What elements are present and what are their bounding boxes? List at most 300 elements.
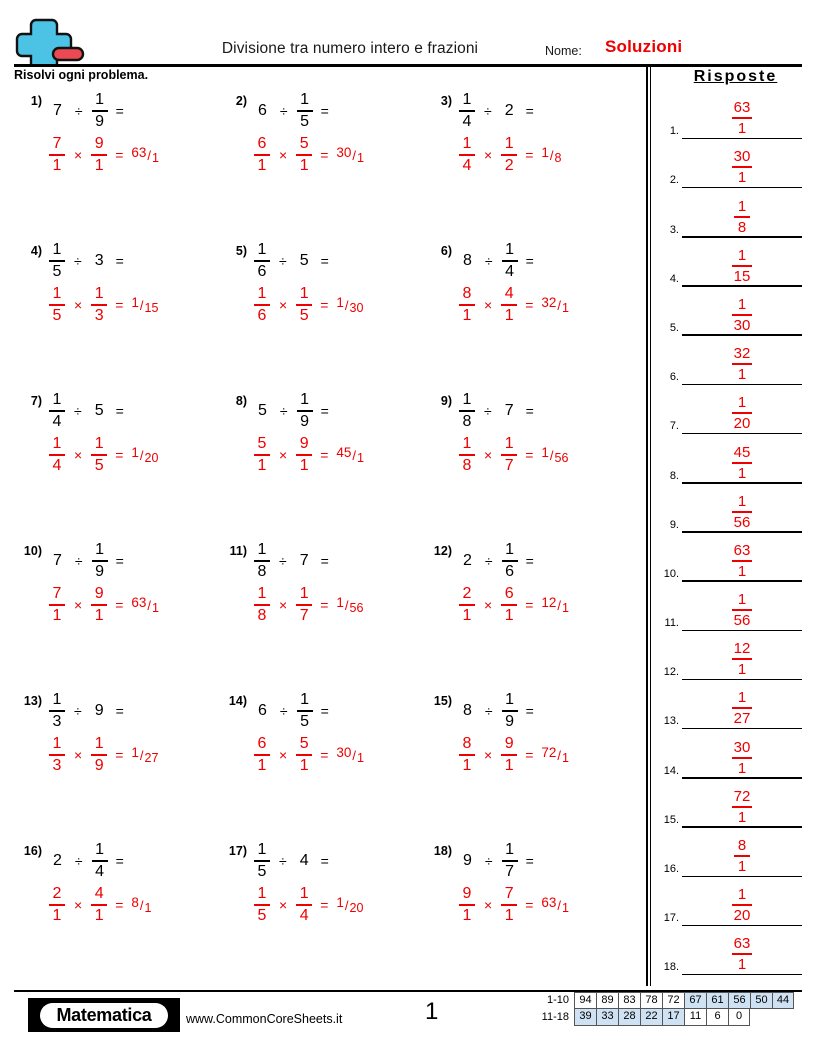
- fraction-numerator: 1: [95, 91, 105, 108]
- problem-expression: [456, 388, 540, 434]
- answer-label: 9.: [669, 518, 679, 531]
- answer-label: 14.: [663, 764, 679, 777]
- equals-sign: =: [525, 147, 534, 163]
- fraction-denominator: 1: [462, 907, 472, 924]
- fraction-denominator: 4: [462, 157, 472, 174]
- problem-expression: [46, 538, 130, 584]
- fraction-bar: [459, 410, 475, 412]
- fraction-denominator: 7: [505, 863, 515, 880]
- division-operator: ÷: [74, 853, 83, 869]
- fraction-numerator: 1: [737, 295, 747, 313]
- problem[interactable]: [219, 538, 424, 688]
- division-operator: ÷: [484, 853, 493, 869]
- fraction-bar: [296, 904, 312, 906]
- fraction-numerator: 7: [504, 885, 514, 902]
- answer-label: 2.: [669, 174, 679, 187]
- whole-number: 7: [53, 552, 62, 569]
- division-operator: ÷: [484, 253, 493, 269]
- fraction: [732, 789, 753, 825]
- equals-sign: =: [525, 703, 534, 719]
- website-url: www.CommonCoreSheets.it: [186, 1012, 343, 1026]
- fraction-numerator: 30: [733, 738, 751, 756]
- fraction-bar: [296, 604, 312, 606]
- result-denominator: 1: [562, 750, 569, 765]
- answer-label: 11.: [664, 617, 679, 630]
- equals-sign: =: [115, 703, 124, 719]
- problem-solution: [46, 432, 158, 478]
- problem-solution: [251, 732, 364, 778]
- fraction-bar: [254, 260, 270, 262]
- fraction-numerator: 5: [299, 735, 309, 752]
- fraction-bar: [459, 754, 475, 756]
- fraction-denominator: 3: [52, 757, 62, 774]
- result-numerator: 72: [541, 744, 557, 760]
- result-slash: /: [352, 447, 357, 463]
- answer-value: [682, 838, 802, 874]
- fraction-bar: [501, 454, 517, 456]
- fraction-numerator: 5: [299, 135, 309, 152]
- multiplication-operator: ×: [484, 447, 493, 463]
- fraction-bar: [502, 560, 518, 562]
- fraction-bar: [91, 904, 107, 906]
- result-denominator: 8: [554, 150, 562, 165]
- scale-cell: 89: [596, 992, 618, 1009]
- fraction: [49, 242, 65, 280]
- fraction-numerator: 1: [504, 435, 514, 452]
- problem-number: 15): [433, 694, 452, 708]
- answer-row[interactable]: [655, 779, 816, 828]
- answer-label: 16.: [663, 863, 679, 875]
- fraction: [732, 690, 753, 726]
- fraction-denominator: 1: [737, 169, 747, 187]
- problem-row: [0, 388, 646, 538]
- answer-row[interactable]: [655, 877, 816, 926]
- whole-number: 4: [299, 852, 309, 869]
- problem[interactable]: [424, 238, 629, 388]
- fraction: [732, 543, 753, 579]
- page-header: [0, 0, 816, 66]
- instructions-text: Risolvi ogni problema.: [14, 68, 149, 82]
- fraction: [732, 346, 753, 382]
- fraction: [92, 542, 108, 580]
- fraction: [49, 286, 65, 324]
- problem-solution: [46, 282, 158, 328]
- column-divider: [646, 66, 651, 986]
- fraction-numerator: 1: [462, 135, 472, 152]
- fraction-denominator: 1: [257, 457, 267, 474]
- fraction-bar: [732, 363, 753, 365]
- problem-solution: [251, 882, 363, 928]
- result-denominator: 1: [152, 150, 159, 165]
- fraction: [732, 494, 753, 530]
- multiplication-operator: ×: [74, 897, 83, 913]
- problem-number: 2): [235, 94, 247, 108]
- equals-sign: =: [115, 147, 124, 163]
- solution-result: [131, 144, 159, 165]
- fraction-bar: [254, 304, 270, 306]
- problem[interactable]: [424, 838, 629, 988]
- problem-number: 1): [30, 94, 42, 108]
- fraction-numerator: 1: [737, 246, 747, 264]
- scale-cell: 83: [618, 992, 640, 1009]
- result-numerator: 63: [541, 894, 557, 910]
- problem[interactable]: [424, 388, 629, 538]
- result-denominator: 20: [349, 900, 364, 915]
- fraction-denominator: 1: [504, 907, 514, 924]
- fraction: [734, 838, 750, 874]
- answer-row[interactable]: [655, 336, 816, 385]
- fraction-bar: [732, 658, 753, 660]
- fraction: [49, 586, 65, 624]
- fraction-denominator: 1: [737, 858, 747, 875]
- result-slash: /: [549, 147, 554, 163]
- result-numerator: 1: [131, 294, 139, 310]
- fraction-bar: [732, 117, 753, 119]
- division-operator: ÷: [74, 253, 82, 269]
- fraction-denominator: 9: [94, 757, 104, 774]
- fraction-denominator: 1: [52, 157, 62, 174]
- problem-solution: [456, 882, 569, 928]
- answer-value: [682, 789, 802, 825]
- fraction-numerator: 9: [94, 585, 104, 602]
- fraction-denominator: 1: [94, 157, 104, 174]
- problem[interactable]: [14, 688, 219, 838]
- result-slash: /: [352, 147, 357, 163]
- fraction: [501, 136, 517, 174]
- result-slash: /: [139, 297, 144, 313]
- fraction-bar: [91, 304, 107, 306]
- result-numerator: 1: [336, 894, 344, 910]
- fraction-bar: [732, 462, 753, 464]
- problem-solution: [456, 582, 569, 628]
- result-denominator: 1: [357, 750, 364, 765]
- fraction-denominator: 6: [257, 307, 267, 324]
- fraction-numerator: 1: [94, 285, 104, 302]
- problem-row: [0, 238, 646, 388]
- fraction-bar: [49, 410, 65, 412]
- answer-row[interactable]: [655, 484, 816, 533]
- fraction-denominator: 5: [257, 863, 267, 880]
- fraction-bar: [254, 154, 270, 156]
- result-denominator: 20: [144, 450, 159, 465]
- division-operator: ÷: [279, 553, 287, 569]
- fraction-denominator: 1: [737, 464, 747, 482]
- answer-row[interactable]: [655, 582, 816, 631]
- whole-number: 5: [299, 252, 309, 269]
- fraction-numerator: 1: [737, 886, 747, 904]
- fraction-denominator: 1: [737, 808, 747, 826]
- problem[interactable]: [14, 238, 219, 388]
- problem-number: 18): [433, 844, 452, 858]
- multiplication-operator: ×: [484, 597, 493, 613]
- problem[interactable]: [14, 388, 219, 538]
- fraction-numerator: 1: [52, 391, 62, 408]
- scale-cell: 39: [574, 1009, 596, 1026]
- fraction-denominator: 56: [733, 612, 751, 630]
- fraction: [501, 586, 517, 624]
- fraction-bar: [732, 560, 753, 562]
- equals-sign: =: [115, 253, 124, 269]
- answers-list: [655, 90, 816, 975]
- answer-row[interactable]: [655, 533, 816, 582]
- fraction-numerator: 1: [737, 394, 747, 412]
- equals-sign: =: [525, 597, 534, 613]
- fraction-denominator: 56: [733, 513, 751, 531]
- fraction-denominator: 8: [737, 218, 747, 236]
- fraction: [502, 842, 518, 880]
- fraction: [459, 136, 475, 174]
- fraction: [502, 242, 518, 280]
- problem[interactable]: [424, 688, 629, 838]
- answer-value: [682, 887, 802, 923]
- whole-number: 7: [504, 402, 514, 419]
- equals-sign: =: [115, 403, 124, 419]
- answer-value: [682, 199, 802, 235]
- division-operator: ÷: [74, 703, 82, 719]
- fraction-denominator: 9: [300, 413, 310, 430]
- problem-row: [0, 88, 646, 238]
- fraction-bar: [459, 304, 475, 306]
- problem[interactable]: [219, 688, 424, 838]
- fraction-numerator: 8: [737, 837, 747, 854]
- fraction-numerator: 1: [94, 435, 104, 452]
- answer-label: 6.: [669, 371, 679, 384]
- problem[interactable]: [219, 838, 424, 988]
- problem-number: 10): [23, 544, 42, 558]
- answer-label: 13.: [663, 715, 679, 728]
- problem-expression: [251, 838, 335, 884]
- problem-number: 7): [30, 394, 42, 408]
- fraction-denominator: 15: [733, 267, 751, 285]
- fraction-denominator: 9: [95, 113, 105, 130]
- fraction-numerator: 1: [300, 691, 310, 708]
- fraction-denominator: 5: [300, 113, 310, 130]
- fraction-bar: [501, 154, 517, 156]
- fraction-bar: [732, 511, 753, 513]
- fraction-numerator: 2: [52, 885, 62, 902]
- fraction-numerator: 1: [737, 197, 747, 215]
- result-slash: /: [557, 897, 562, 913]
- answer-row[interactable]: [655, 188, 816, 237]
- fraction: [296, 286, 312, 324]
- fraction-denominator: 30: [733, 316, 751, 334]
- problem-number: 11): [229, 544, 247, 558]
- answer-row[interactable]: [655, 680, 816, 729]
- fraction: [732, 248, 753, 284]
- solution-result: [336, 144, 364, 165]
- answer-value: [682, 100, 802, 136]
- answer-value: [682, 592, 802, 628]
- result-denominator: 1: [562, 300, 569, 315]
- result-denominator: 30: [349, 300, 364, 315]
- fraction-numerator: 9: [299, 435, 309, 452]
- fraction: [459, 286, 475, 324]
- answer-value: [682, 641, 802, 677]
- solution-result: [131, 294, 159, 315]
- answer-row[interactable]: [655, 139, 816, 188]
- fraction: [254, 436, 270, 474]
- fraction-bar: [296, 454, 312, 456]
- fraction-numerator: 4: [94, 885, 104, 902]
- fraction: [732, 936, 753, 972]
- result-slash: /: [557, 747, 562, 763]
- fraction-denominator: 1: [257, 157, 267, 174]
- fraction-bar: [296, 304, 312, 306]
- result-denominator: 27: [144, 750, 159, 765]
- fraction-denominator: 3: [52, 713, 62, 730]
- problem[interactable]: [424, 88, 629, 238]
- fraction-denominator: 6: [505, 563, 515, 580]
- equals-sign: =: [320, 297, 329, 313]
- fraction-denominator: 5: [52, 307, 62, 324]
- fraction-denominator: 1: [462, 757, 472, 774]
- fraction-bar: [49, 454, 65, 456]
- multiplication-operator: ×: [484, 147, 493, 163]
- fraction-bar: [459, 604, 475, 606]
- answer-label: 18.: [663, 961, 679, 974]
- fraction-numerator: 4: [504, 285, 514, 302]
- problem[interactable]: [14, 88, 219, 238]
- answer-row[interactable]: [655, 631, 816, 680]
- fraction-denominator: 1: [299, 457, 309, 474]
- fraction-numerator: 1: [462, 391, 472, 408]
- solution-result: [131, 744, 159, 765]
- fraction-bar: [297, 710, 313, 712]
- division-operator: ÷: [74, 553, 83, 569]
- result-denominator: 1: [357, 450, 364, 465]
- fraction: [732, 641, 753, 677]
- fraction-denominator: 1: [257, 757, 267, 774]
- problem[interactable]: [424, 538, 629, 688]
- result-denominator: 1: [562, 900, 569, 915]
- problem[interactable]: [219, 88, 424, 238]
- fraction: [502, 542, 518, 580]
- scale-cell: 94: [574, 992, 596, 1009]
- fraction-bar: [91, 754, 107, 756]
- result-denominator: 1: [152, 600, 159, 615]
- fraction-denominator: 4: [299, 907, 309, 924]
- fraction-numerator: 1: [257, 285, 267, 302]
- equals-sign: =: [320, 253, 329, 269]
- name-value: Soluzioni: [605, 37, 683, 56]
- fraction-bar: [459, 154, 475, 156]
- result-numerator: 1: [131, 744, 139, 760]
- answer-row[interactable]: [655, 828, 816, 877]
- answer-value: [682, 543, 802, 579]
- fraction: [732, 445, 753, 481]
- answer-row[interactable]: [655, 434, 816, 483]
- brand-label: Matematica: [40, 1003, 167, 1028]
- equals-sign: =: [115, 103, 124, 119]
- problem[interactable]: [219, 238, 424, 388]
- fraction-bar: [92, 560, 108, 562]
- answer-row[interactable]: [655, 385, 816, 434]
- equals-sign: =: [320, 103, 329, 119]
- whole-number: 2: [504, 102, 514, 119]
- fraction-bar: [91, 454, 107, 456]
- equals-sign: =: [525, 103, 534, 119]
- fraction-denominator: 1: [52, 607, 62, 624]
- whole-number: 9: [463, 852, 472, 869]
- scale-row-label: 11-18: [541, 1011, 569, 1023]
- fraction-bar: [732, 314, 753, 316]
- fraction-denominator: 1: [462, 607, 472, 624]
- answer-row[interactable]: [655, 238, 816, 287]
- equals-sign: =: [320, 403, 329, 419]
- answer-row[interactable]: [655, 729, 816, 778]
- answer-label: 17.: [663, 912, 679, 925]
- solution-result: [336, 894, 364, 915]
- fraction-bar: [732, 904, 753, 906]
- answer-label: 10.: [663, 567, 679, 580]
- answers-panel: [655, 68, 816, 975]
- fraction-bar: [732, 757, 753, 759]
- fraction-bar: [92, 110, 108, 112]
- division-operator: ÷: [74, 403, 82, 419]
- fraction-numerator: 1: [299, 285, 309, 302]
- answer-label: 7.: [669, 420, 679, 433]
- scale-cell: 50: [750, 992, 772, 1009]
- answer-row[interactable]: [655, 926, 816, 975]
- fraction-denominator: 5: [299, 307, 309, 324]
- fraction: [49, 392, 65, 430]
- result-slash: /: [352, 747, 357, 763]
- fraction-numerator: 1: [52, 691, 62, 708]
- answer-value: [682, 248, 802, 284]
- problem-number: 13): [23, 694, 42, 708]
- problem[interactable]: [14, 538, 219, 688]
- problem[interactable]: [14, 838, 219, 988]
- fraction-denominator: 4: [52, 457, 62, 474]
- result-numerator: 12: [541, 594, 557, 610]
- answer-value: [682, 740, 802, 776]
- answer-row[interactable]: [655, 287, 816, 336]
- problem-solution: [456, 132, 561, 178]
- problem-solution: [46, 882, 151, 928]
- fraction: [459, 736, 475, 774]
- fraction-bar: [254, 904, 270, 906]
- fraction-numerator: 30: [733, 148, 751, 166]
- fraction-denominator: 9: [95, 563, 105, 580]
- equals-sign: =: [525, 553, 534, 569]
- solution-result: [131, 594, 159, 615]
- fraction-bar: [501, 304, 517, 306]
- problem-expression: [46, 388, 130, 434]
- result-numerator: 1: [131, 444, 139, 460]
- fraction-bar: [732, 806, 753, 808]
- fraction-bar: [732, 953, 753, 955]
- fraction-denominator: 9: [505, 713, 515, 730]
- fraction-bar: [91, 604, 107, 606]
- answer-row[interactable]: [655, 90, 816, 139]
- fraction: [459, 392, 475, 430]
- fraction-numerator: 1: [300, 91, 310, 108]
- fraction-bar: [732, 412, 753, 414]
- fraction: [254, 286, 270, 324]
- problem-expression: [251, 688, 335, 734]
- equals-sign: =: [320, 447, 329, 463]
- fraction: [502, 692, 518, 730]
- scale-cell: 78: [640, 992, 662, 1009]
- problem[interactable]: [219, 388, 424, 538]
- fraction-denominator: 4: [95, 863, 105, 880]
- fraction-denominator: 1: [737, 366, 747, 384]
- fraction-denominator: 4: [462, 113, 472, 130]
- page-number: 1: [425, 998, 439, 1025]
- fraction-numerator: 9: [504, 735, 514, 752]
- fraction-numerator: 1: [299, 885, 309, 902]
- whole-number: 5: [94, 402, 104, 419]
